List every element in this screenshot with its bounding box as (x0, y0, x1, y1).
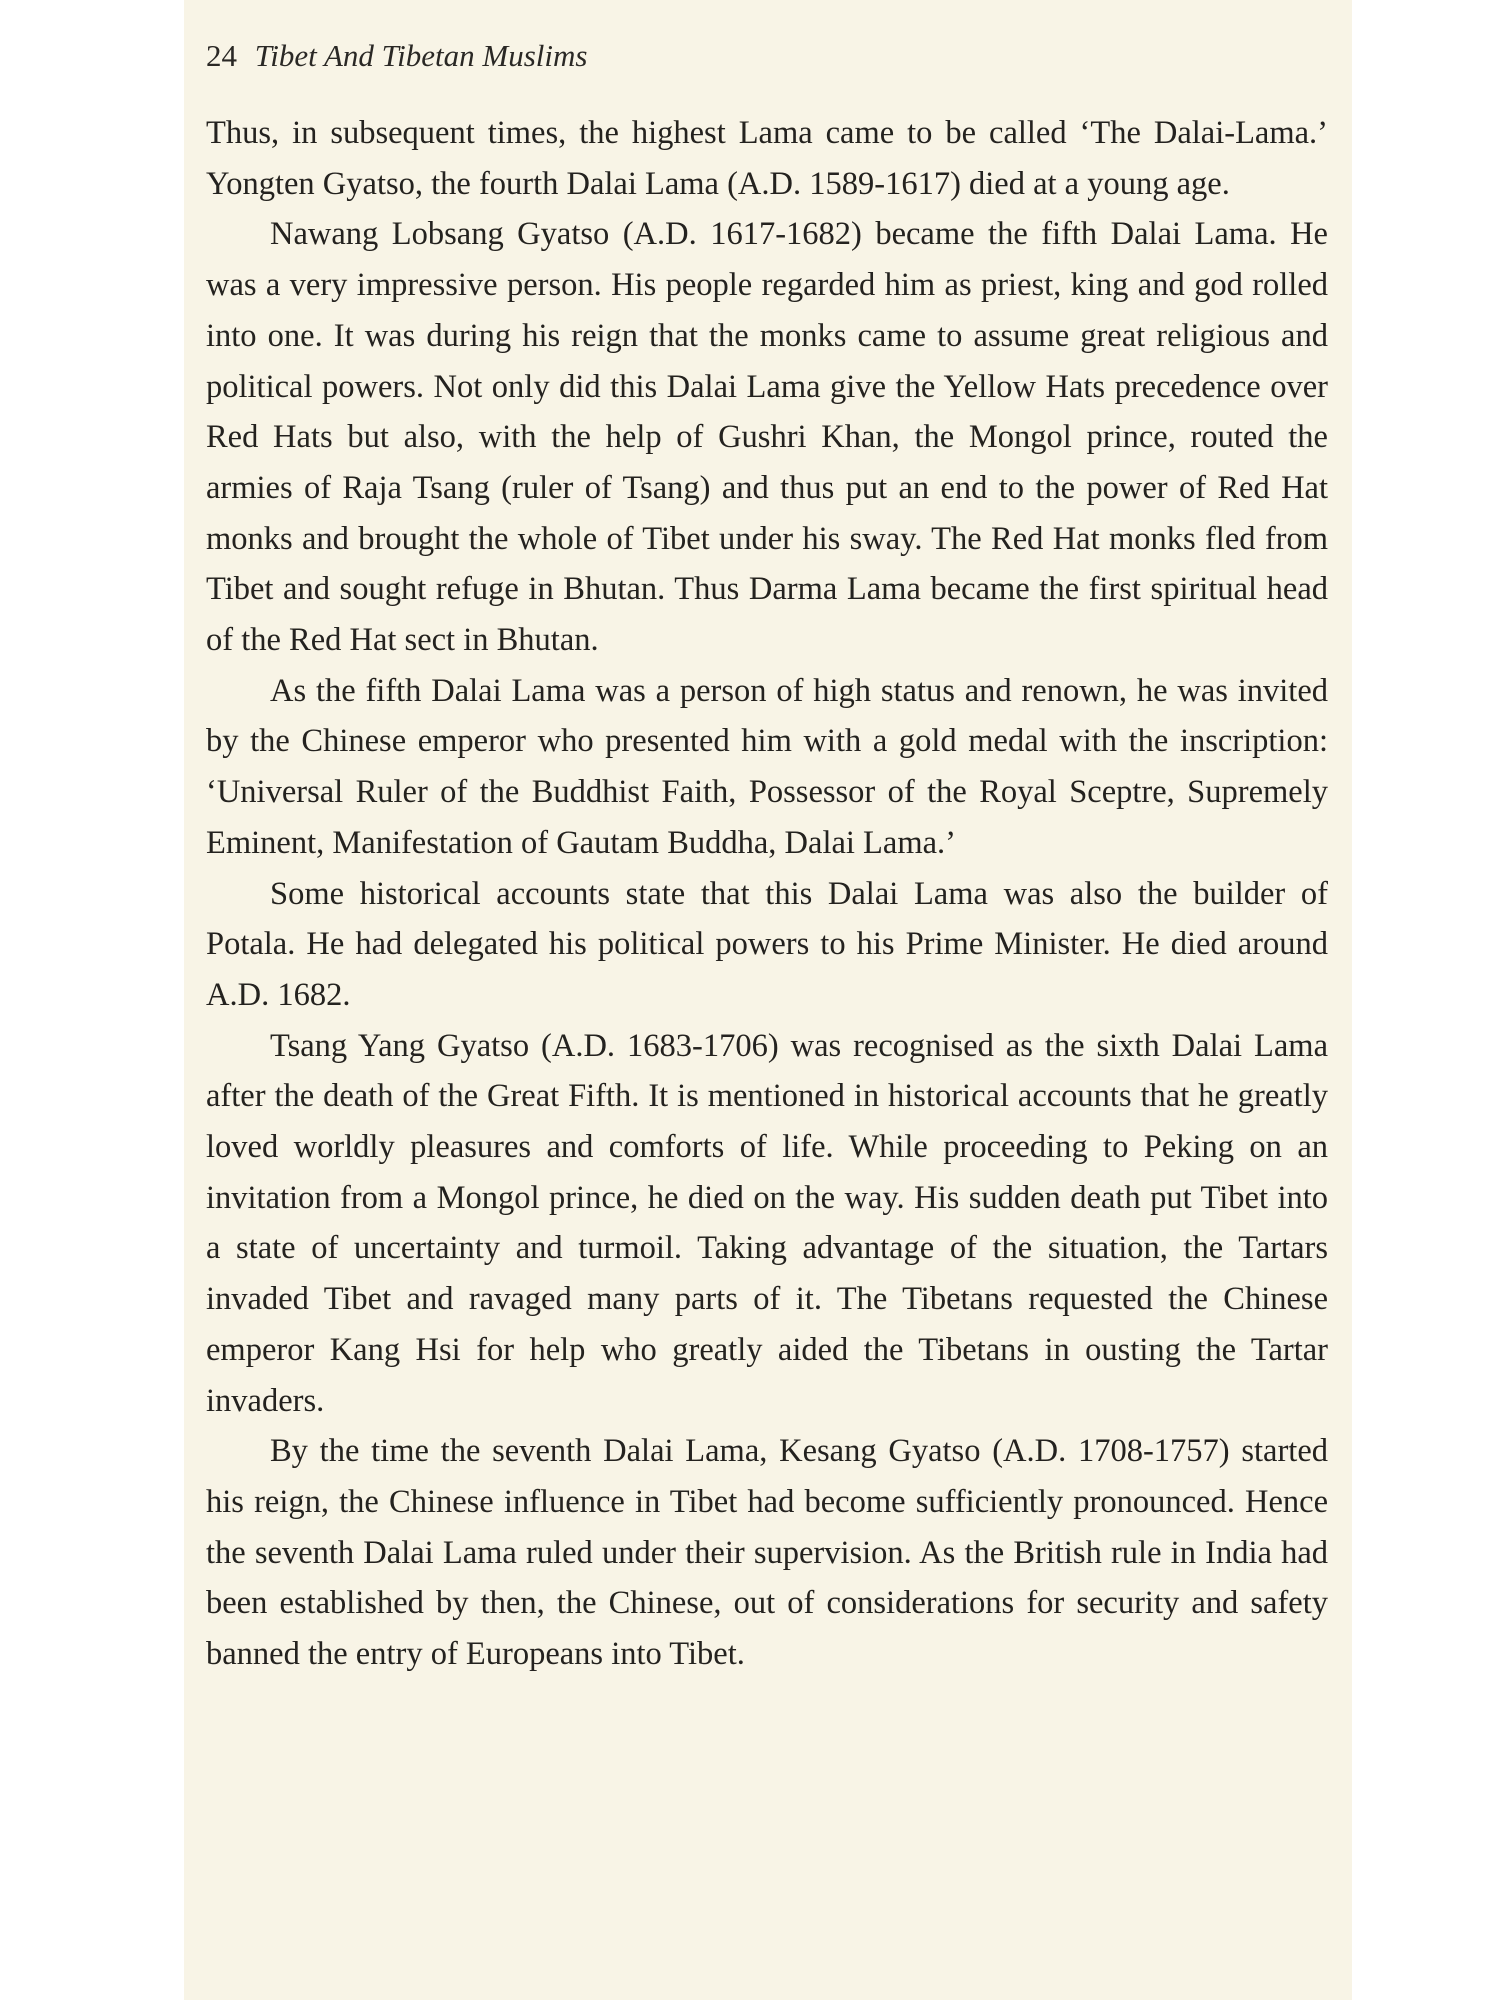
paragraph-3: As the fifth Dalai Lama was a person of high status and renown, he was invited by the Chinese emperor who presented him with a gold medal with the inscription: ‘Universal Ruler of the Buddhist Faith, Possessor of the Royal Sceptre, Supremely Eminent, Manifestation of Gautam Buddha, Dalai Lama.’ (206, 672, 1328, 861)
paragraph-1: Thus, in subsequent times, the highest Lama came to be called ‘The Dalai-Lama.’ Yongten Gyatso, the fourth Dalai Lama (A.D. 1589-1617) died at a young age. (206, 115, 1328, 202)
page-number: 24 (206, 38, 237, 73)
book-page (184, 0, 1352, 2000)
paragraph-4: Some historical accounts state that this Dalai Lama was also the builder of Potala. He had delegated his political powers to his Prime Minister. He died around A.D. 1682. (206, 875, 1328, 1013)
paragraph-5: Tsang Yang Gyatso (A.D. 1683-1706) was recognised as the sixth Dalai Lama after the death of the Great Fifth. It is mentioned in historical accounts that he greatly loved worldly pleasures and comforts of life. While proceeding to Peking on an invitation from a Mongol prince, he died on the way. His sudden death put Tibet into a state of uncertainty and turmoil. Taking advantage of the situation, the Tartars invaded Tibet and ravaged many parts of it. The Tibetans requested the Chinese emperor Kang Hsi for help who greatly aided the Tibetans in ousting the Tartar invaders. (206, 1027, 1328, 1419)
running-title: Tibet And Tibetan Muslims (254, 38, 588, 73)
paragraph-2: Nawang Lobsang Gyatso (A.D. 1617-1682) became the fifth Dalai Lama. He was a very impressive person. His people regarded him as priest, king and god rolled into one. It was during his reign that the monks came to assume great religious and political powers. Not only did this Dalai Lama give the Yellow Hats precedence over Red Hats but also, with the help of Gushri Khan, the Mongol prince, routed the armies of Raja Tsang (ruler of Tsang) and thus put an end to the power of Red Hat monks and brought the whole of Tibet under his sway. The Red Hat monks fled from Tibet and sought refuge in Bhutan. Thus Darma Lama became the first spiritual head of the Red Hat sect in Bhutan. (206, 216, 1328, 659)
body-text (206, 108, 1328, 1680)
page-header (206, 38, 587, 74)
paragraph-6: By the time the seventh Dalai Lama, Kesang Gyatso (A.D. 1708-1757) started his reign, the Chinese influence in Tibet had become sufficiently pronounced. Hence the seventh Dalai Lama ruled under their supervision. As the British rule in India had been established by then, the Chinese, out of considerations for security and safety banned the entry of Europeans into Tibet. (206, 1433, 1328, 1673)
